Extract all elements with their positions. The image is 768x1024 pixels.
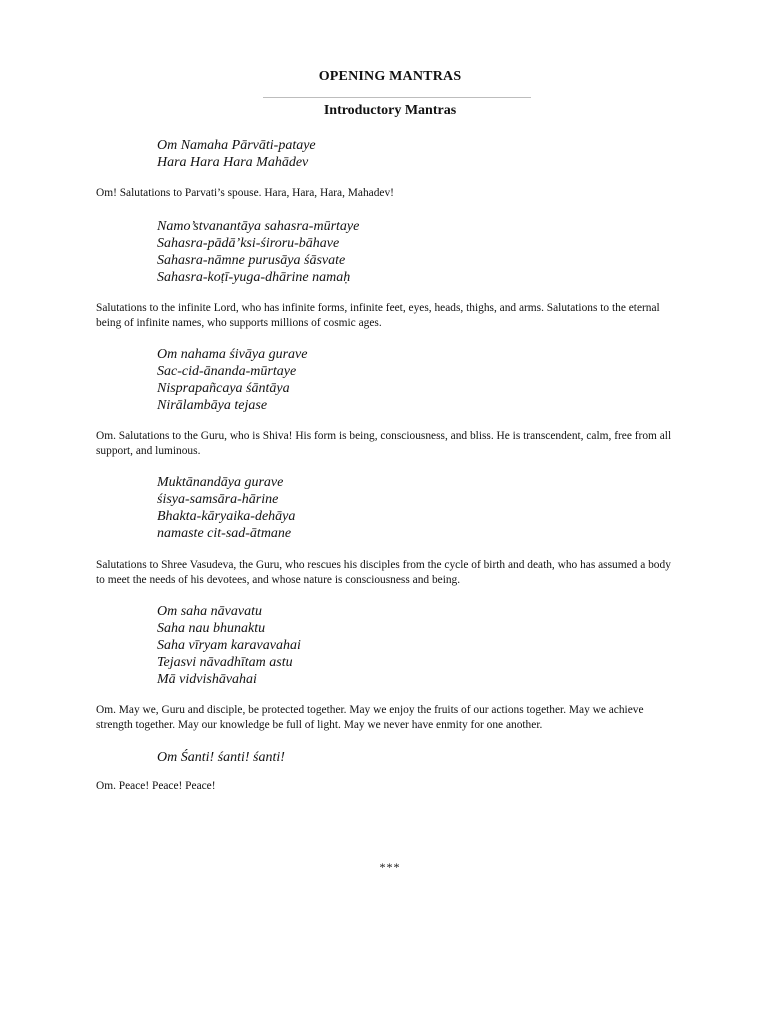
mantra-line: Nirālambāya tejase	[157, 398, 268, 413]
translation-paragraph: Salutations to Shree Vasudeva, the Guru, who rescues his disciples from the cycle of birth and death, who has assumed a body to meet the needs of his devotees, and whose nature is consciousness and being.	[96, 559, 671, 586]
mantra-line: Saha vīryam karavavahai	[157, 638, 301, 653]
mantra-line: Om saha nāvavatu	[157, 604, 262, 619]
mantra-line: śisya-samsāra-hārine	[157, 492, 279, 507]
mantra-line: namaste cit-sad-ātmane	[157, 526, 292, 541]
mantra-line: Bhakta-kāryaika-dehāya	[157, 509, 296, 524]
translation-paragraph: Om. Salutations to the Guru, who is Shiva! His form is being, consciousness, and bliss. He is transcendent, calm, free from all support, and luminous.	[96, 430, 672, 457]
mantra-verse	[157, 218, 359, 286]
mantra-line: Muktānandāya gurave	[157, 475, 284, 490]
mantra-line: Tejasvi nāvadhītam astu	[157, 655, 293, 670]
mantra-line: Sahasra-koṭī-yuga-dhārine namaḥ	[157, 270, 351, 285]
page-title: OPENING MANTRAS	[318, 69, 462, 84]
translation-paragraph: Salutations to the infinite Lord, who has infinite forms, infinite feet, eyes, heads, thighs, and arms. Salutations to the eternal being of infinite names, who supports millions of cosmic ages.	[96, 302, 660, 329]
mantra-line: Sahasra-nāmne purusāya śāsvate	[157, 253, 346, 268]
mantra-line: Nisprapañcaya śāntāya	[157, 381, 290, 396]
mantra-line: Saha nau bhunaktu	[157, 621, 266, 636]
translation-paragraph: Om. May we, Guru and disciple, be protected together. May we enjoy the fruits of our actions together. May we achieve strength together. May our knowledge be full of light. May we never have enmity for one another.	[96, 704, 644, 731]
page-subtitle: Introductory Mantras	[323, 103, 457, 118]
mantra-line: Sahasra-pādā’ksi-śiroru-bāhave	[157, 236, 340, 251]
mantra-verse	[157, 346, 307, 414]
mantra-verse	[157, 474, 295, 542]
mantra-line: Mā vidvishāvahai	[157, 672, 257, 687]
mantra-verse	[157, 749, 285, 766]
mantra-line: Hara Hara Hara Mahādev	[157, 155, 309, 170]
mantra-verse	[157, 137, 316, 171]
end-marker: ***	[379, 860, 401, 874]
mantra-line: Om Śanti! śanti! śanti!	[157, 750, 285, 765]
title-divider	[263, 97, 531, 98]
mantra-line: Om Namaha Pārvāti-pataye	[157, 138, 316, 153]
mantra-line: Namo’stvanantāya sahasra-mūrtaye	[157, 219, 360, 234]
translation-paragraph: Om! Salutations to Parvati’s spouse. Hara, Hara, Hara, Mahadev!	[96, 187, 394, 199]
mantra-verse	[157, 603, 301, 688]
mantra-line: Sac-cid-ānanda-mūrtaye	[157, 364, 297, 379]
translation-paragraph: Om. Peace! Peace! Peace!	[96, 780, 216, 792]
mantra-line: Om nahama śivāya gurave	[157, 347, 308, 362]
